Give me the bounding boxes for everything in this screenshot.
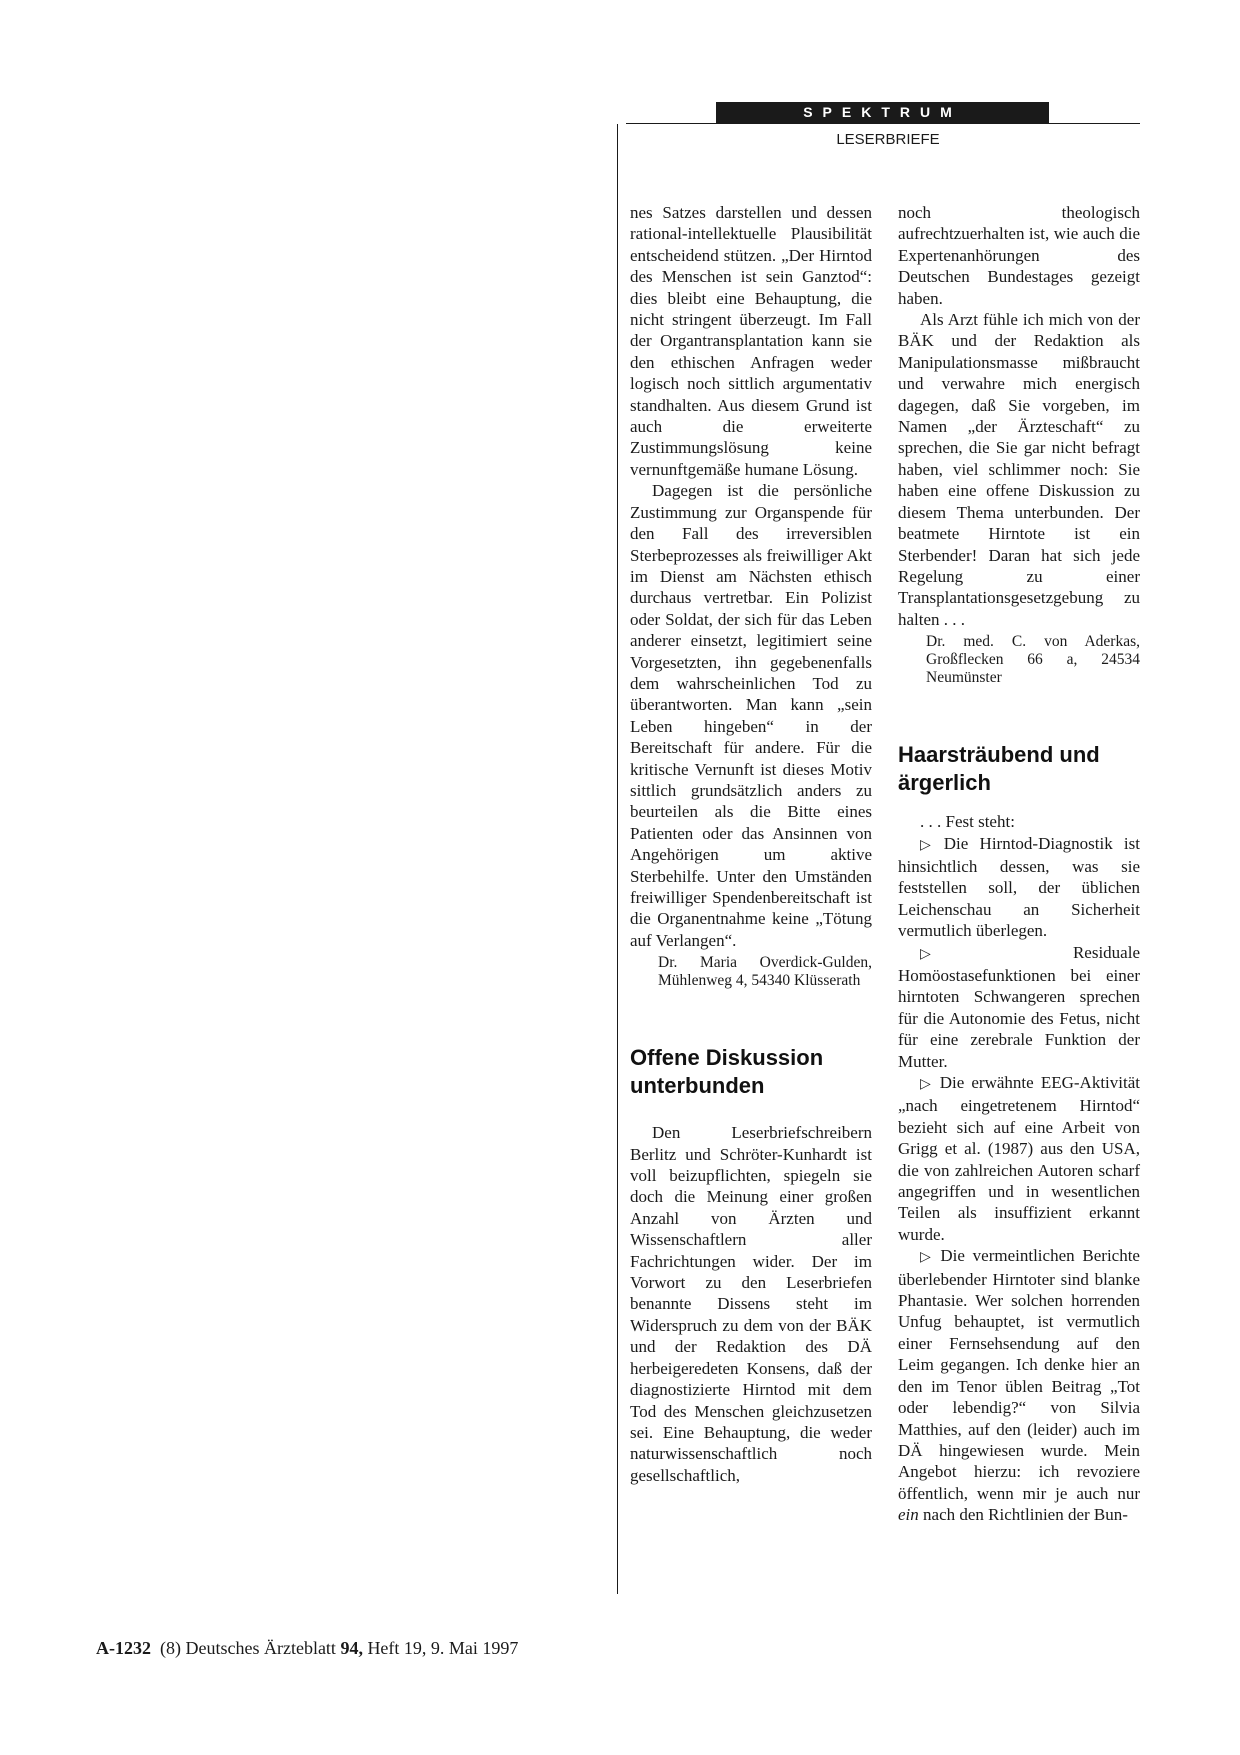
bullet-item: [898, 1072, 1140, 1245]
bullet-text: nach den Richtlinien der Bun-: [923, 1505, 1128, 1525]
issue-date: Heft 19, 9. Mai 1997: [367, 1638, 519, 1658]
bullet-item: [898, 1245, 1140, 1525]
bullet-item: [898, 942, 1140, 1072]
triangle-bullet-icon: ▷: [920, 1249, 935, 1266]
journal-name: (8) Deutsches Ärzteblatt: [160, 1638, 336, 1658]
subsection-title: LESERBRIEFE: [836, 131, 940, 148]
letter-heading: Haarsträubend und ärgerlich: [898, 742, 1100, 796]
header-rule: [626, 123, 1140, 124]
left-column: [630, 202, 872, 1486]
article-paragraph: Dagegen ist die persönliche Zustimmung zur Organspende für den Fall des irreversiblen Sterbeprozesses als freiwilliger Akt im Dienst am Nächsten ethisch durchaus vertretbar. Ein Polizist oder Soldat, der sich für das Leben anderer einsetzt, legitimiert seine Vorgesetzten, ihn gegebenenfalls dem wahrscheinlichen Tod zu überantworten. Man kann „sein Leben hingeben“ in der Bereitschaft für andere. Für die kritische Vernunft ist dieses Motiv sittlich grundsätzlich anders zu beurteilen als die Bitte eines Patienten oder das Ansinnen von Angehörigen um aktive Sterbehilfe. Unter den Umständen freiwilliger Spendenbereitschaft ist die Organentnahme keine „Tötung auf Verlangen“.: [630, 481, 872, 950]
column-rule: [617, 124, 618, 1594]
article-paragraph: Als Arzt fühle ich mich von der BÄK und der Redaktion als Manipulationsmasse mißbraucht und verwahre mich energisch dagegen, daß Sie vorgeben, im Namen „der Ärzteschaft“ zu sprechen, die Sie gar nicht befragt haben, viel schlimmer noch: Sie haben eine offene Diskussion zu diesem Thema unterbunden. Der beatmete Hirntote ist ein Sterbender! Daran hat sich jede Regelung zu einer Transplantationsgesetzgebung zu halten . . .: [898, 310, 1140, 629]
letter-heading: Offene Diskussion unterbunden: [630, 1045, 824, 1099]
triangle-bullet-icon: ▷: [920, 1076, 934, 1092]
volume-number: 94,: [340, 1638, 363, 1658]
triangle-bullet-icon: ▷: [920, 945, 1067, 962]
article-paragraph: noch theologisch aufrechtzuerhalten ist, wie auch die Expertenanhörungen des Deutschen Bundestages gezeigt haben.: [898, 203, 1140, 308]
letter-signature: Dr. med. C. von Aderkas, Großflecken 66 a, 24534 Neumünster: [926, 633, 1140, 687]
bullet-text: Die Hirntod-Diagnostik ist hinsichtlich dessen, was sie feststellen soll, der üblichen Leichenschau an Sicherheit vermutlich überlegen.: [898, 833, 1140, 941]
article-paragraph: Den Leserbriefschreibern Berlitz und Schröter-Kunhardt ist voll beizupflichten, spiegeln sie doch die Meinung einer großen Anzahl von Ärzten und Wissenschaftlern aller Fachrichtungen wider. Der im Vorwort zu den Leserbriefen benannte Dissens steht im Widerspruch zu dem von der BÄK und der Redaktion des DÄ herbeigeredeten Konsens, daß der diagnostizierte Hirntod mit dem Tod des Menschen gleichzusetzen sei. Eine Behauptung, die weder naturwissenschaftlich noch gesellschaftlich,: [630, 1123, 872, 1485]
triangle-bullet-icon: ▷: [920, 836, 938, 853]
emphasis: ein: [898, 1505, 919, 1525]
bullet-item: [898, 833, 1140, 942]
section-banner: [716, 102, 1049, 123]
section-title: SPEKTRUM: [803, 104, 962, 120]
article-paragraph: . . . Fest steht:: [920, 812, 1015, 832]
bullet-text: Die erwähnte EEG-Aktivität „nach eingetretenem Hirntod“ bezieht sich auf eine Arbeit von Grigg et al. (1987) aus den USA, die von zahlreichen Autoren scharf angegriffen und in wesentlichen Teilen als insuffizient erkannt wurde.: [898, 1073, 1140, 1244]
page-footer: [96, 1637, 518, 1659]
article-paragraph: nes Satzes darstellen und dessen rational-intellektuelle Plausibilität entscheidend stützen. „Der Hirntod des Menschen ist sein Ganztod“: dies bleibt eine Behauptung, die nicht stringent überzeugt. Im Fall der Organtransplantation kann sie den ethischen Anfragen weder logisch noch sittlich argumentativ standhalten. Aus diesem Grund ist auch die erweiterte Zustimmungslösung keine vernunftgemäße humane Lösung.: [630, 203, 872, 479]
right-column: [898, 202, 1140, 1526]
letter-signature: Dr. Maria Overdick-Gulden, Mühlenweg 4, 54340 Klüsserath: [658, 954, 872, 990]
bullet-text: Residuale Homöostasefunktionen bei einer hirntoten Schwangeren sprechen für die Autonomie des Fetus, nicht für eine zerebrale Funktion der Mutter.: [898, 942, 1140, 1071]
page-code: A-1232: [96, 1638, 151, 1658]
bullet-text: Die vermeintlichen Berichte überlebender Hirntoter sind blanke Phantasie. Wer solchen horrenden Unfug behauptet, ist vermutlich einer Fernsehsendung auf den Leim gegangen. Ich denke hier an den im Tenor üblen Beitrag „Tot oder lebendig?“ von Silvia Matthies, auf den (leider) auch im DÄ hingewiesen wurde. Mein Angebot hierzu: ich revoziere öffentlich, wenn mir je auch nur: [898, 1246, 1140, 1503]
